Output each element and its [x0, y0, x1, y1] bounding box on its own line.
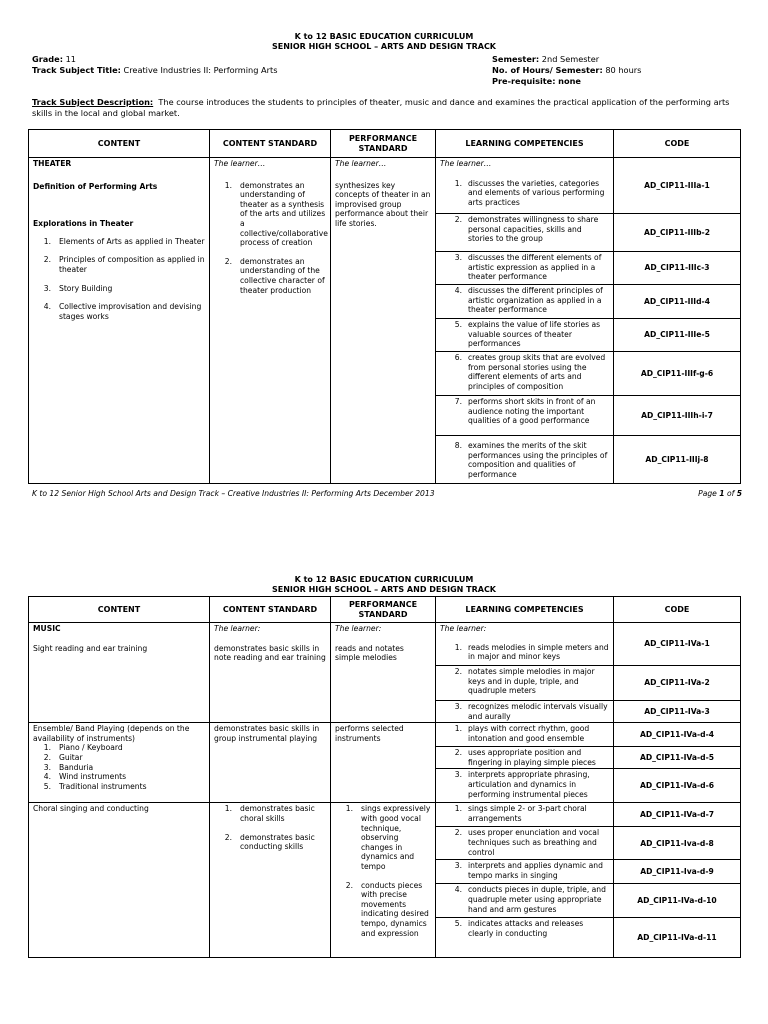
- content-cell-sight-reading: [29, 623, 210, 723]
- prereq-value: none: [558, 76, 581, 86]
- content-cell-ensemble: [29, 723, 210, 803]
- content-standard-cell-sight-reading: [210, 623, 331, 723]
- learner-label: The learner…: [440, 159, 492, 168]
- hours-line: [492, 65, 641, 76]
- col-header-content-standard: CONTENT STANDARD: [210, 597, 331, 623]
- list-item: 4. Wind instruments: [43, 772, 127, 782]
- hours-value: 80 hours: [605, 65, 642, 75]
- performance-standard-text: reads and notates simple melodies: [335, 643, 404, 663]
- code-cell: AD_CIP11-IVa-d-11: [614, 918, 741, 958]
- competency-cell: 3. interprets and applies dynamic and tempo marks in singing: [436, 860, 614, 884]
- col-header-code: CODE: [614, 130, 741, 158]
- ensemble-topic: Ensemble/ Band Playing (depends on the availability of instruments): [33, 724, 190, 743]
- code-cell: AD_CIP11-IVa-d-10: [614, 884, 741, 918]
- competency-cell: 2. uses proper enunciation and vocal techniques such as breathing and control: [436, 827, 614, 860]
- code-cell: AD_CIP11-IIIc-3: [614, 252, 741, 285]
- content-standard-cell-choral: [210, 803, 331, 958]
- competency-cell: The learner… 1. discusses the varieties, categories and elements of various performing arts practices: [436, 158, 614, 214]
- code-cell: AD_CIP11-Iva-d-9: [614, 860, 741, 884]
- performance-standard-text: synthesizes key concepts of theater in an improvised group performance about their life stories.: [335, 180, 431, 228]
- prereq-line: [492, 76, 581, 87]
- col-header-learning-competencies: LEARNING COMPETENCIES: [436, 597, 614, 623]
- header-line-1: K to 12 BASIC EDUCATION CURRICULUM: [294, 575, 474, 584]
- semester-label: Semester:: [492, 54, 540, 64]
- header-line-1: K to 12 BASIC EDUCATION CURRICULUM: [294, 32, 474, 41]
- code-cell: AD_CIP11-IVa-2: [614, 666, 741, 701]
- list-item: 2. conducts pieces with precise movements indicating desired tempo, dynamics and expression: [345, 880, 429, 938]
- page-footer: [32, 489, 742, 498]
- code-cell: AD_CIP11-IIIa-1: [614, 158, 741, 214]
- competency-cell: 1. plays with correct rhythm, good intonation and good ensemble: [436, 723, 614, 747]
- page-2: [0, 570, 768, 1024]
- choral-content-standard-list: [214, 804, 326, 851]
- competency-cell: 7. performs short skits in front of an audience noting the important qualities of a good performance: [436, 396, 614, 436]
- footer-text: K to 12 Senior High School Arts and Design Track – Creative Industries II: Performing Arts December 2013: [32, 489, 435, 498]
- list-item: 2. Principles of composition as applied in theater: [43, 255, 205, 274]
- col-header-performance-standard: PERFORMANCE STANDARD: [331, 130, 436, 158]
- content-standard-cell-theater: [210, 158, 331, 484]
- competency-cell: 2. demonstrates willingness to share personal capacities, skills and stories to the group: [436, 214, 614, 252]
- col-header-code: CODE: [614, 597, 741, 623]
- semester-value: 2nd Semester: [541, 54, 600, 64]
- code-cell: AD_CIP11-IIId-4: [614, 285, 741, 319]
- competency-cell: 8. examines the merits of the skit performances using the principles of composition and qualities of performance: [436, 436, 614, 484]
- competency-cell: 2. notates simple melodies in major keys and in duple, triple, and quadruple meters: [436, 666, 614, 701]
- code-cell: AD_CIP11-IVa-1: [614, 623, 741, 666]
- code-cell: AD_CIP11-IVa-d-6: [614, 769, 741, 803]
- list-item: 1. Piano / Keyboard: [43, 743, 123, 753]
- performance-standard-cell-sight-reading: [331, 623, 436, 723]
- header-line-2: SENIOR HIGH SCHOOL – ARTS AND DESIGN TRACK: [271, 585, 497, 594]
- list-item: 1. Elements of Arts as applied in Theater: [43, 236, 205, 246]
- learner-label: The learner:: [214, 624, 261, 633]
- competency-cell: 3. recognizes melodic intervals visually and aurally: [436, 701, 614, 723]
- list-item: 2. Guitar: [43, 752, 83, 762]
- description-label: Track Subject Description:: [32, 97, 154, 107]
- competency-cell: 2. uses appropriate position and fingering in playing simple pieces: [436, 747, 614, 769]
- code-cell: AD_CIP11-IIIh-i-7: [614, 396, 741, 436]
- code-cell: AD_CIP11-IVa-d-4: [614, 723, 741, 747]
- subject-line: [32, 65, 278, 76]
- list-item: 2. demonstrates an understanding of the collective character of theater production: [224, 256, 325, 295]
- content-cell-choral: Choral singing and conducting: [29, 803, 210, 958]
- header-line-2: SENIOR HIGH SCHOOL – ARTS AND DESIGN TRACK: [271, 42, 497, 51]
- competency-cell: 5. explains the value of life stories as valuable sources of theater performances: [436, 319, 614, 352]
- explorations-heading: Explorations in Theater: [33, 219, 134, 229]
- theater-topic-list: [33, 237, 205, 322]
- curriculum-table-2: [28, 596, 741, 958]
- definition-heading: Definition of Performing Arts: [33, 181, 158, 191]
- code-cell: AD_CIP11-IVa-d-5: [614, 747, 741, 769]
- code-cell: AD_CIP11-IIIb-2: [614, 214, 741, 252]
- content-standard-list: [214, 181, 326, 296]
- subject-description: [32, 97, 747, 119]
- hours-label: No. of Hours/ Semester:: [492, 65, 603, 75]
- music-heading: MUSIC: [33, 624, 61, 633]
- curriculum-header: [0, 32, 768, 52]
- curriculum-header: [0, 575, 768, 595]
- list-item: 3. Story Building: [43, 283, 113, 293]
- competency-cell: 3. discusses the different elements of artistic expression as applied in a theater performance: [436, 252, 614, 285]
- col-header-content-standard: CONTENT STANDARD: [210, 130, 331, 158]
- content-standard-text: demonstrates basic skills in note reading and ear training: [214, 643, 326, 663]
- code-cell: AD_CIP11-IVa-3: [614, 701, 741, 723]
- description-text: The course introduces the students to principles of theater, music and dance and examines the practical application of the performing arts skills in the local and global market.: [32, 97, 730, 118]
- code-cell: AD_CIP11-IIIe-5: [614, 319, 741, 352]
- list-item: 1. demonstrates an understanding of theater as a synthesis of the arts and utilizes a collective/collaborative process of creation: [224, 180, 328, 248]
- page-1: [0, 0, 768, 505]
- grade-line: [32, 54, 76, 65]
- list-item: 5. Traditional instruments: [43, 781, 147, 791]
- grade-value: 11: [65, 54, 77, 64]
- col-header-performance-standard: PERFORMANCE STANDARD: [331, 597, 436, 623]
- choral-performance-standard-list: [335, 804, 431, 938]
- sight-reading-topic: Sight reading and ear training: [33, 643, 148, 653]
- competency-cell: 5. indicates attacks and releases clearly in conducting: [436, 918, 614, 958]
- theater-heading: THEATER: [33, 159, 72, 168]
- competency-cell: 1. sings simple 2- or 3-part choral arrangements: [436, 803, 614, 827]
- code-cell: AD_CIP11-Iva-d-8: [614, 827, 741, 860]
- list-item: 2. demonstrates basic conducting skills: [224, 832, 315, 852]
- list-item: 4. Collective improvisation and devising stages works: [43, 302, 202, 321]
- performance-standard-cell-theater: [331, 158, 436, 484]
- learner-label: The learner:: [335, 624, 382, 633]
- competency-cell: The learner: 1. reads melodies in simple meters and in major and minor keys: [436, 623, 614, 666]
- code-cell: AD_CIP11-IVa-d-7: [614, 803, 741, 827]
- col-header-content: CONTENT: [29, 130, 210, 158]
- content-cell-theater: [29, 158, 210, 484]
- code-cell: AD_CIP11-IIIj-8: [614, 436, 741, 484]
- learner-label: The learner…: [214, 159, 266, 168]
- list-item: 1. demonstrates basic choral skills: [224, 804, 315, 823]
- subject-label: Track Subject Title:: [32, 65, 121, 75]
- code-cell: AD_CIP11-IIIf-g-6: [614, 352, 741, 396]
- prereq-label: Pre-requisite:: [492, 76, 556, 86]
- competency-cell: 6. creates group skits that are evolved from personal stories using the different elements of arts and principles of composition: [436, 352, 614, 396]
- col-header-content: CONTENT: [29, 597, 210, 623]
- performance-standard-cell-choral: [331, 803, 436, 958]
- learner-label: The learner…: [335, 159, 387, 168]
- curriculum-table-1: [28, 129, 741, 484]
- list-item: 3. Banduria: [43, 762, 94, 772]
- competency-cell: 4. conducts pieces in duple, triple, and quadruple meter using appropriate hand and arm gestures: [436, 884, 614, 918]
- grade-label: Grade:: [32, 54, 63, 64]
- learner-label: The learner:: [440, 624, 487, 633]
- col-header-learning-competencies: LEARNING COMPETENCIES: [436, 130, 614, 158]
- page-number: Page 1 of 5: [698, 489, 742, 498]
- subject-value: Creative Industries II: Performing Arts: [123, 65, 278, 75]
- competency-cell: 3. interprets appropriate phrasing, articulation and dynamics in performing instrumental pieces: [436, 769, 614, 803]
- instrument-list: [33, 743, 205, 791]
- list-item: 1. sings expressively with good vocal technique, observing changes in dynamics and tempo: [345, 804, 431, 871]
- competency-cell: 4. discusses the different principles of artistic organization as applied in a theater performance: [436, 285, 614, 319]
- performance-standard-cell-ensemble: performs selected instruments: [331, 723, 436, 803]
- semester-line: [492, 54, 599, 65]
- content-standard-cell-ensemble: demonstrates basic skills in group instrumental playing: [210, 723, 331, 803]
